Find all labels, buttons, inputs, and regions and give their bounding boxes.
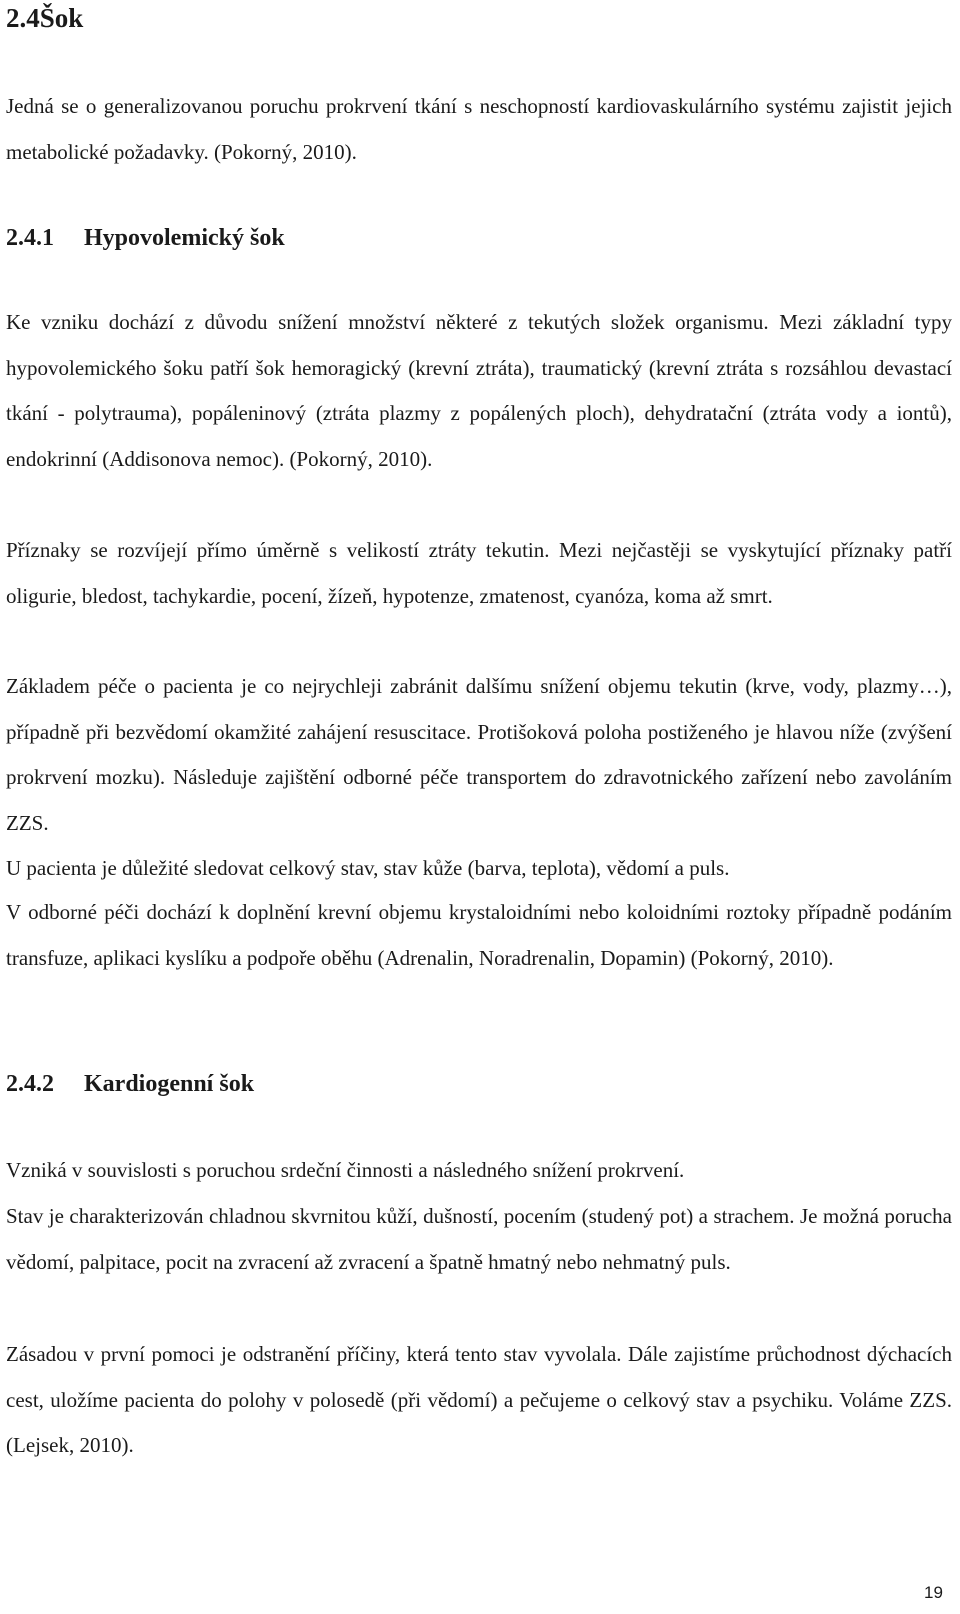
- paragraph-hypovolemic-monitoring: U pacienta je důležité sledovat celkový stav, stav kůže (barva, teplota), vědomí a puls.: [6, 856, 730, 880]
- subsection-number: 2.4.1: [6, 225, 54, 251]
- section-intro-paragraph: Jedná se o generalizovanou poruchu prokrvení tkání s neschopností kardiovaskulárního systému zajistit jejich metabolické požadavky. (Pokorný, 2010).: [6, 94, 952, 164]
- section-heading: 2.4Šok: [6, 3, 84, 33]
- page-number: 19: [924, 1583, 943, 1602]
- paragraph-cardiogenic-signs: Stav je charakterizován chladnou skvrnitou kůží, dušností, pocením (studený pot) a strachem. Je možná porucha vědomí, palpitace, pocit na zvracení až zvracení a špatně hmatný nebo nehmatný puls.: [6, 1204, 952, 1274]
- subsection-number: 2.4.2: [6, 1071, 54, 1097]
- paragraph-hypovolemic-care: Základem péče o pacienta je co nejrychleji zabránit dalšímu snížení objemu tekutin (krve, vody, plazmy…), případně při bezvědomí okamžité zahájení resuscitace. Protišoková poloha postiženého je hlavou níže (zvýšení prokrvení mozku). Následuje zajištění odborné péče transportem do zdravotnického zařízení nebo zavoláním ZZS.: [6, 674, 952, 835]
- paragraph-hypovolemic-symptoms: Příznaky se rozvíjejí přímo úměrně s velikostí ztráty tekutin. Mezi nejčastěji se vyskytující příznaky patří oligurie, bledost, tachykardie, pocení, žízeň, hypotenze, zmatenost, cyanóza, koma až smrt.: [6, 538, 952, 608]
- subsection-heading-hypovolemic: [6, 222, 285, 254]
- subsection-title: Hypovolemický šok: [84, 225, 285, 251]
- paragraph-cardiogenic-cause: Vzniká v souvislosti s poruchou srdeční činnosti a následného snížení prokrvení.: [6, 1158, 685, 1182]
- subsection-title: Kardiogenní šok: [84, 1071, 255, 1097]
- paragraph-hypovolemic-types: Ke vzniku dochází z důvodu snížení množství některé z tekutých složek organismu. Mezi základní typy hypovolemického šoku patří šok hemoragický (krevní ztráta), traumatický (krevní ztráta s rozsáhlou devastací tkání - polytrauma), popáleninový (ztráta plazmy z popálených ploch), dehydratační (ztráta vody a iontů), endokrinní (Addisonova nemoc). (Pokorný, 2010).: [6, 310, 952, 471]
- paragraph-cardiogenic-first-aid: Zásadou v první pomoci je odstranění příčiny, která tento stav vyvolala. Dále zajistíme průchodnost dýchacích cest, uložíme pacienta do polohy v polosedě (při vědomí) a pečujeme o celkový stav a psychiku. Voláme ZZS. (Lejsek, 2010).: [6, 1342, 952, 1457]
- paragraph-hypovolemic-professional-care: V odborné péči dochází k doplnění krevní objemu krystaloidními nebo koloidními roztoky případně podáním transfuze, aplikaci kyslíku a podpoře oběhu (Adrenalin, Noradrenalin, Dopamin) (Pokorný, 2010).: [6, 900, 952, 970]
- subsection-heading-cardiogenic: [6, 1068, 254, 1100]
- document-page: [6, 0, 952, 1614]
